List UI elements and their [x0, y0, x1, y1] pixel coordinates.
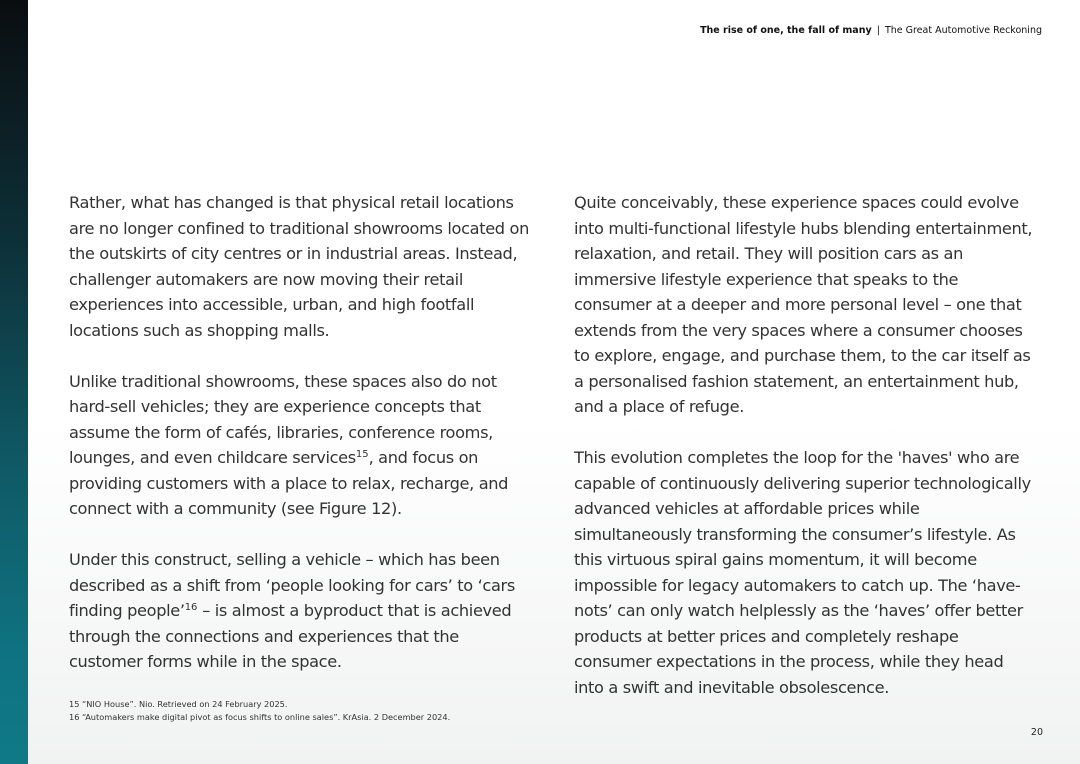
- left-paragraph-3: [69, 547, 531, 675]
- footnote-15: 15 “NIO House”. Nio. Retrieved on 24 February 2025.: [69, 699, 288, 709]
- left-paragraph-3-text-b: – is almost a byproduct that is achieved through the connections and experiences that the customer forms while in the space.: [69, 601, 512, 671]
- left-column: [69, 190, 531, 700]
- side-accent-bar: [0, 0, 28, 764]
- right-column: [574, 190, 1036, 726]
- right-paragraph-1: Quite conceivably, these experience spaces could evolve into multi-functional lifestyle hubs blending entertainment, relaxation, and retail. They will position cars as an immersive lifestyle experience that speaks to the consumer at a deeper and more personal level – one that extends from the very spaces where a consumer chooses to explore, engage, and purchase them, to the car itself as a personalised fashion statement, an entertainment hub, and a place of refuge.: [574, 193, 1033, 416]
- left-paragraph-1: Rather, what has changed is that physical retail locations are no longer confined to traditional showrooms located on the outskirts of city centres or in industrial areas. Instead, challenger automakers are now moving their retail experiences into accessible, urban, and high footfall locations such as shopping malls.: [69, 193, 529, 340]
- left-paragraph-2-text-a: Unlike traditional showrooms, these spaces also do not hard-sell vehicles; they are experience concepts that assume the form of cafés, libraries, conference rooms, lounges, and even childcare services: [69, 371, 497, 467]
- footnote-16: 16 “Automakers make digital pivot as focus shifts to online sales”. KrAsia. 2 December 2024.: [69, 711, 451, 722]
- page-number: 20: [1030, 727, 1043, 738]
- right-paragraph-2: This evolution completes the loop for the 'haves' who are capable of continuously delivering superior technologically advanced vehicles at affordable prices while simultaneously transforming the consumer’s lifestyle. As this virtuous spiral gains momentum, it will become impossible for legacy automakers to catch up. The ‘have-nots’ can only watch helplessly as the ‘haves’ offer better products at better prices and completely reshape consumer expectations in the process, while they head into a swift and inevitable obsolescence.: [574, 448, 1031, 697]
- header-title: The rise of one, the fall of many: [700, 25, 872, 36]
- footnote-ref-16: 16: [184, 602, 198, 613]
- left-paragraph-2: [69, 369, 531, 522]
- footnote-ref-15: 15: [355, 449, 369, 460]
- running-header: [700, 25, 1042, 36]
- left-paragraph-2-text-b: , and focus on providing customers with a place to relax, recharge, and connect with a community (see Figure 12).: [69, 448, 509, 518]
- footnotes: [69, 698, 450, 723]
- header-separator: |: [876, 25, 880, 36]
- header-subtitle: The Great Automotive Reckoning: [884, 25, 1042, 36]
- left-paragraph-3-text-a: Under this construct, selling a vehicle – which has been described as a shift from ‘people looking for cars’ to ‘cars finding people’: [69, 550, 515, 620]
